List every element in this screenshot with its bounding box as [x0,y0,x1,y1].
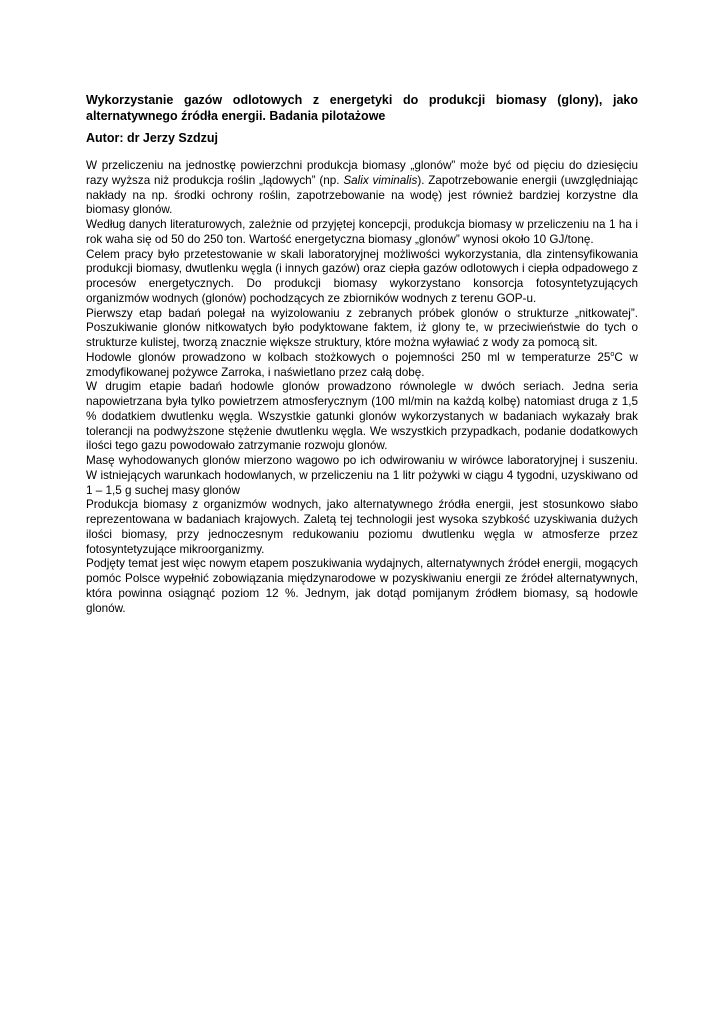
paragraph-8: Produkcja biomasy z organizmów wodnych, jako alternatywnego źródła energii, jest stosunkowo słabo reprezentowana w badaniach krajowych. Zaletą tej technologii jest wysoka szybkość uzyskiwania dużych ilości biomasy, przy jednoczesnym redukowaniu poziomu dwutlenku węgla w atmosferze przez fotosyntetyzujące mikroorganizmy. [86,498,638,556]
species-name: Salix viminalis [343,173,418,187]
document-body [86,159,638,616]
document-page [86,93,638,616]
paragraph-1-text-b: ). Zapotrzebowanie energii (uwzględniając nakłady na np. środki ochrony roślin, zapotrzebowanie na wodę) jest również bardziej korzystne dla biomasy glonów. [86,173,638,217]
paragraph-1 [86,159,638,218]
paragraph-2: Według danych literaturowych, zależnie od przyjętej koncepcji, produkcja biomasy w przeliczeniu na 1 ha i rok waha się od 50 do 250 ton. Wartość energetyczna biomasy „glonów” wynosi około 10 GJ/tonę. [86,218,638,246]
paragraph-9: Podjęty temat jest więc nowym etapem poszukiwania wydajnych, alternatywnych źródeł energii, mogących pomóc Polsce wypełnić zobowiązania międzynarodowe w pozyskiwaniu energii ze źródeł alternatywnych, która powinna osiągnąć poziom 12 %. Jednym, jak dotąd pomijanym źródłem biomasy, są hodowle glonów. [86,557,638,615]
document-title: Wykorzystanie gazów odlotowych z energetyki do produkcji biomasy (glony), jako alternatywnego źródła energii. Badania pilotażowe [86,93,638,123]
document-author: Autor: dr Jerzy Szdzuj [86,131,218,145]
paragraph-5 [86,351,638,381]
paragraph-6: W drugim etapie badań hodowle glonów prowadzono równolegle w dwóch seriach. Jedna seria napowietrzana była tylko powietrzem atmosferycznym (100 ml/min na każdą kolbę) natomiast druga z 1,5 % dodatkiem dwutlenku węgla. Wszystkie gatunki glonów wykorzystanych w badaniach wykazały brak tolerancji na podwyższone stężenie dwutlenku węgla. We wszystkich przypadkach, podanie dodatkowych ilości tego gazu powodowało zatrzymanie rozwoju glonów. [86,380,638,453]
paragraph-1-text-a: W przeliczeniu na jednostkę powierzchni produkcja biomasy „glonów” może być od pięciu do dziesięciu razy wyższa niż produkcja roślin „lądowych” (np. [86,159,638,187]
paragraph-3: Celem pracy było przetestowanie w skali laboratoryjnej możliwości wykorzystania, dla zintensyfikowania produkcji biomasy, dwutlenku węgla (i innych gazów) oraz ciepła gazów odlotowych i ciepła odpadowego z procesów energetycznych. Do produkcji biomasy wykorzystano konsorcja fotosyntetyzujących organizmów wodnych (glonów) pochodzących ze zbiorników wodnych z terenu GOP-u. [86,247,638,305]
paragraph-7: Masę wyhodowanych glonów mierzono wagowo po ich odwirowaniu w wirówce laboratoryjnej i suszeniu. W istniejących warunkach hodowlanych, w przeliczeniu na 1 litr pożywki w ciągu 4 tygodni, uzyskiwano od 1 – 1,5 g suchej masy glonów [86,454,638,497]
paragraph-5-text-b: C w zmodyfikowanej pożywce Zarroka, i naświetlano przez całą dobę. [86,350,638,379]
degree-superscript: o [610,350,615,358]
paragraph-4: Pierwszy etap badań polegał na wyizolowaniu z zebranych próbek glonów o strukturze „nitkowatej”. Poszukiwanie glonów nitkowatych było podyktowane faktem, iż glony te, w przeciwieństwie do tych o strukturze kulistej, tworzą znacznie większe struktury, które można wyławiać z wody za pomocą sit. [86,306,638,349]
paragraph-5-text-a: Hodowle glonów prowadzono w kolbach stożkowych o pojemności 250 ml w temperaturze 25 [86,350,611,364]
